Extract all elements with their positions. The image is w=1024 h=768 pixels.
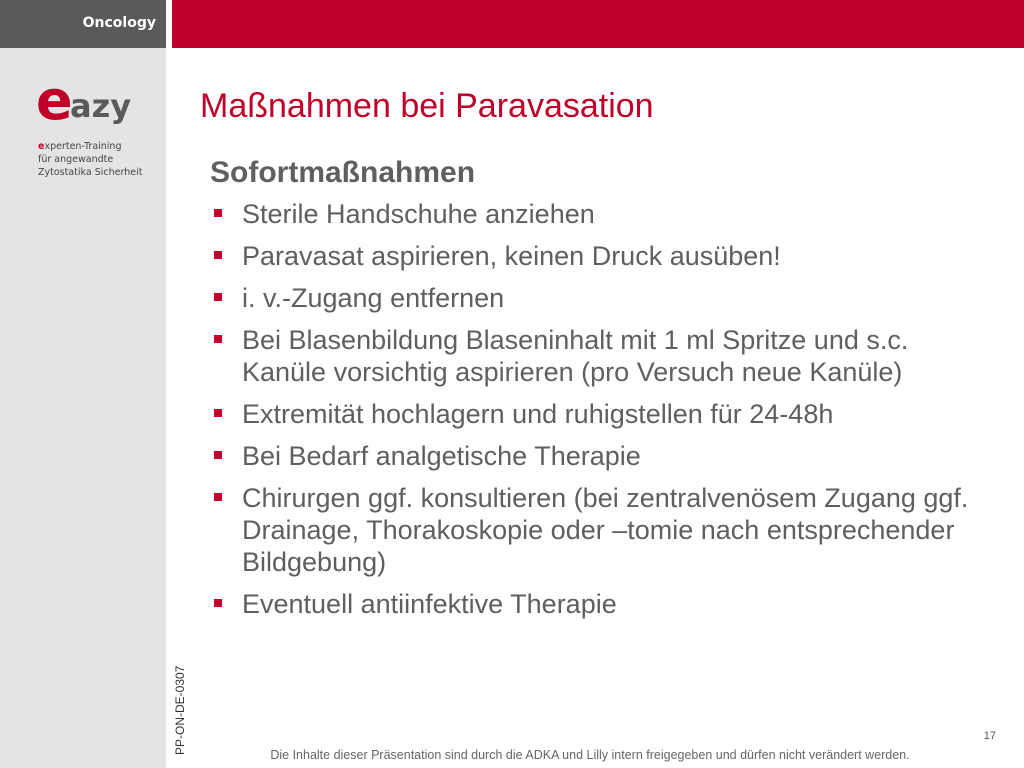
- tagline-line-1-rest: xperten-Training: [44, 141, 122, 152]
- square-bullet-icon: [214, 493, 222, 501]
- bullet-item: [210, 282, 990, 314]
- square-bullet-icon: [214, 409, 222, 417]
- header-accent-bar: [172, 0, 1024, 48]
- logo-rest: azy: [70, 87, 132, 125]
- square-bullet-icon: [214, 209, 222, 217]
- tagline-line-2: für angewandte: [38, 154, 114, 165]
- square-bullet-icon: [214, 293, 222, 301]
- bullet-item: [210, 482, 990, 578]
- bullet-text: Bei Blasenbildung Blaseninhalt mit 1 ml Spritze und s.c. Kanüle vorsichtig aspirieren (pro Versuch neue Kanüle): [242, 325, 909, 387]
- logo-initial: e: [36, 69, 73, 132]
- bullet-text: Chirurgen ggf. konsultieren (bei zentralvenösem Zugang ggf. Drainage, Thorakoskopie oder –tomie nach entsprechender Bildgebung): [242, 483, 969, 577]
- section-label-box: [0, 0, 166, 48]
- bullet-item: [210, 240, 990, 272]
- section-label: Oncology: [82, 15, 156, 31]
- bullet-text: Bei Bedarf analgetische Therapie: [242, 441, 641, 471]
- bullet-text: i. v.-Zugang entfernen: [242, 283, 505, 313]
- tagline-line-1: [38, 140, 164, 153]
- bullet-item: [210, 198, 990, 230]
- tagline-initial: e: [38, 141, 45, 152]
- eazy-logo: [36, 69, 156, 132]
- bullet-list: [210, 198, 990, 630]
- square-bullet-icon: [214, 251, 222, 259]
- slide-title: Maßnahmen bei Paravasation: [200, 87, 654, 125]
- section-heading: Sofortmaßnahmen: [210, 156, 476, 189]
- square-bullet-icon: [214, 335, 222, 343]
- footer-disclaimer: Die Inhalte dieser Präsentation sind durch die ADKA und Lilly intern freigegeben und dürfen nicht verändert werden.: [270, 748, 910, 762]
- bullet-item: [210, 324, 990, 388]
- bullet-item: [210, 588, 990, 620]
- bullet-text: Extremität hochlagern und ruhigstellen für 24-48h: [242, 399, 834, 429]
- bullet-item: [210, 440, 990, 472]
- square-bullet-icon: [214, 599, 222, 607]
- bullet-text: Paravasat aspirieren, keinen Druck ausüben!: [242, 241, 781, 271]
- logo-tagline: [38, 140, 164, 179]
- page-number: 17: [983, 730, 996, 742]
- bullet-text: Eventuell antiinfektive Therapie: [242, 589, 617, 619]
- square-bullet-icon: [214, 451, 222, 459]
- document-code: PP-ON-DE-0307: [173, 665, 187, 755]
- tagline-line-3: Zytostatika Sicherheit: [38, 167, 143, 178]
- bullet-text: Sterile Handschuhe anziehen: [242, 199, 595, 229]
- bullet-item: [210, 398, 990, 430]
